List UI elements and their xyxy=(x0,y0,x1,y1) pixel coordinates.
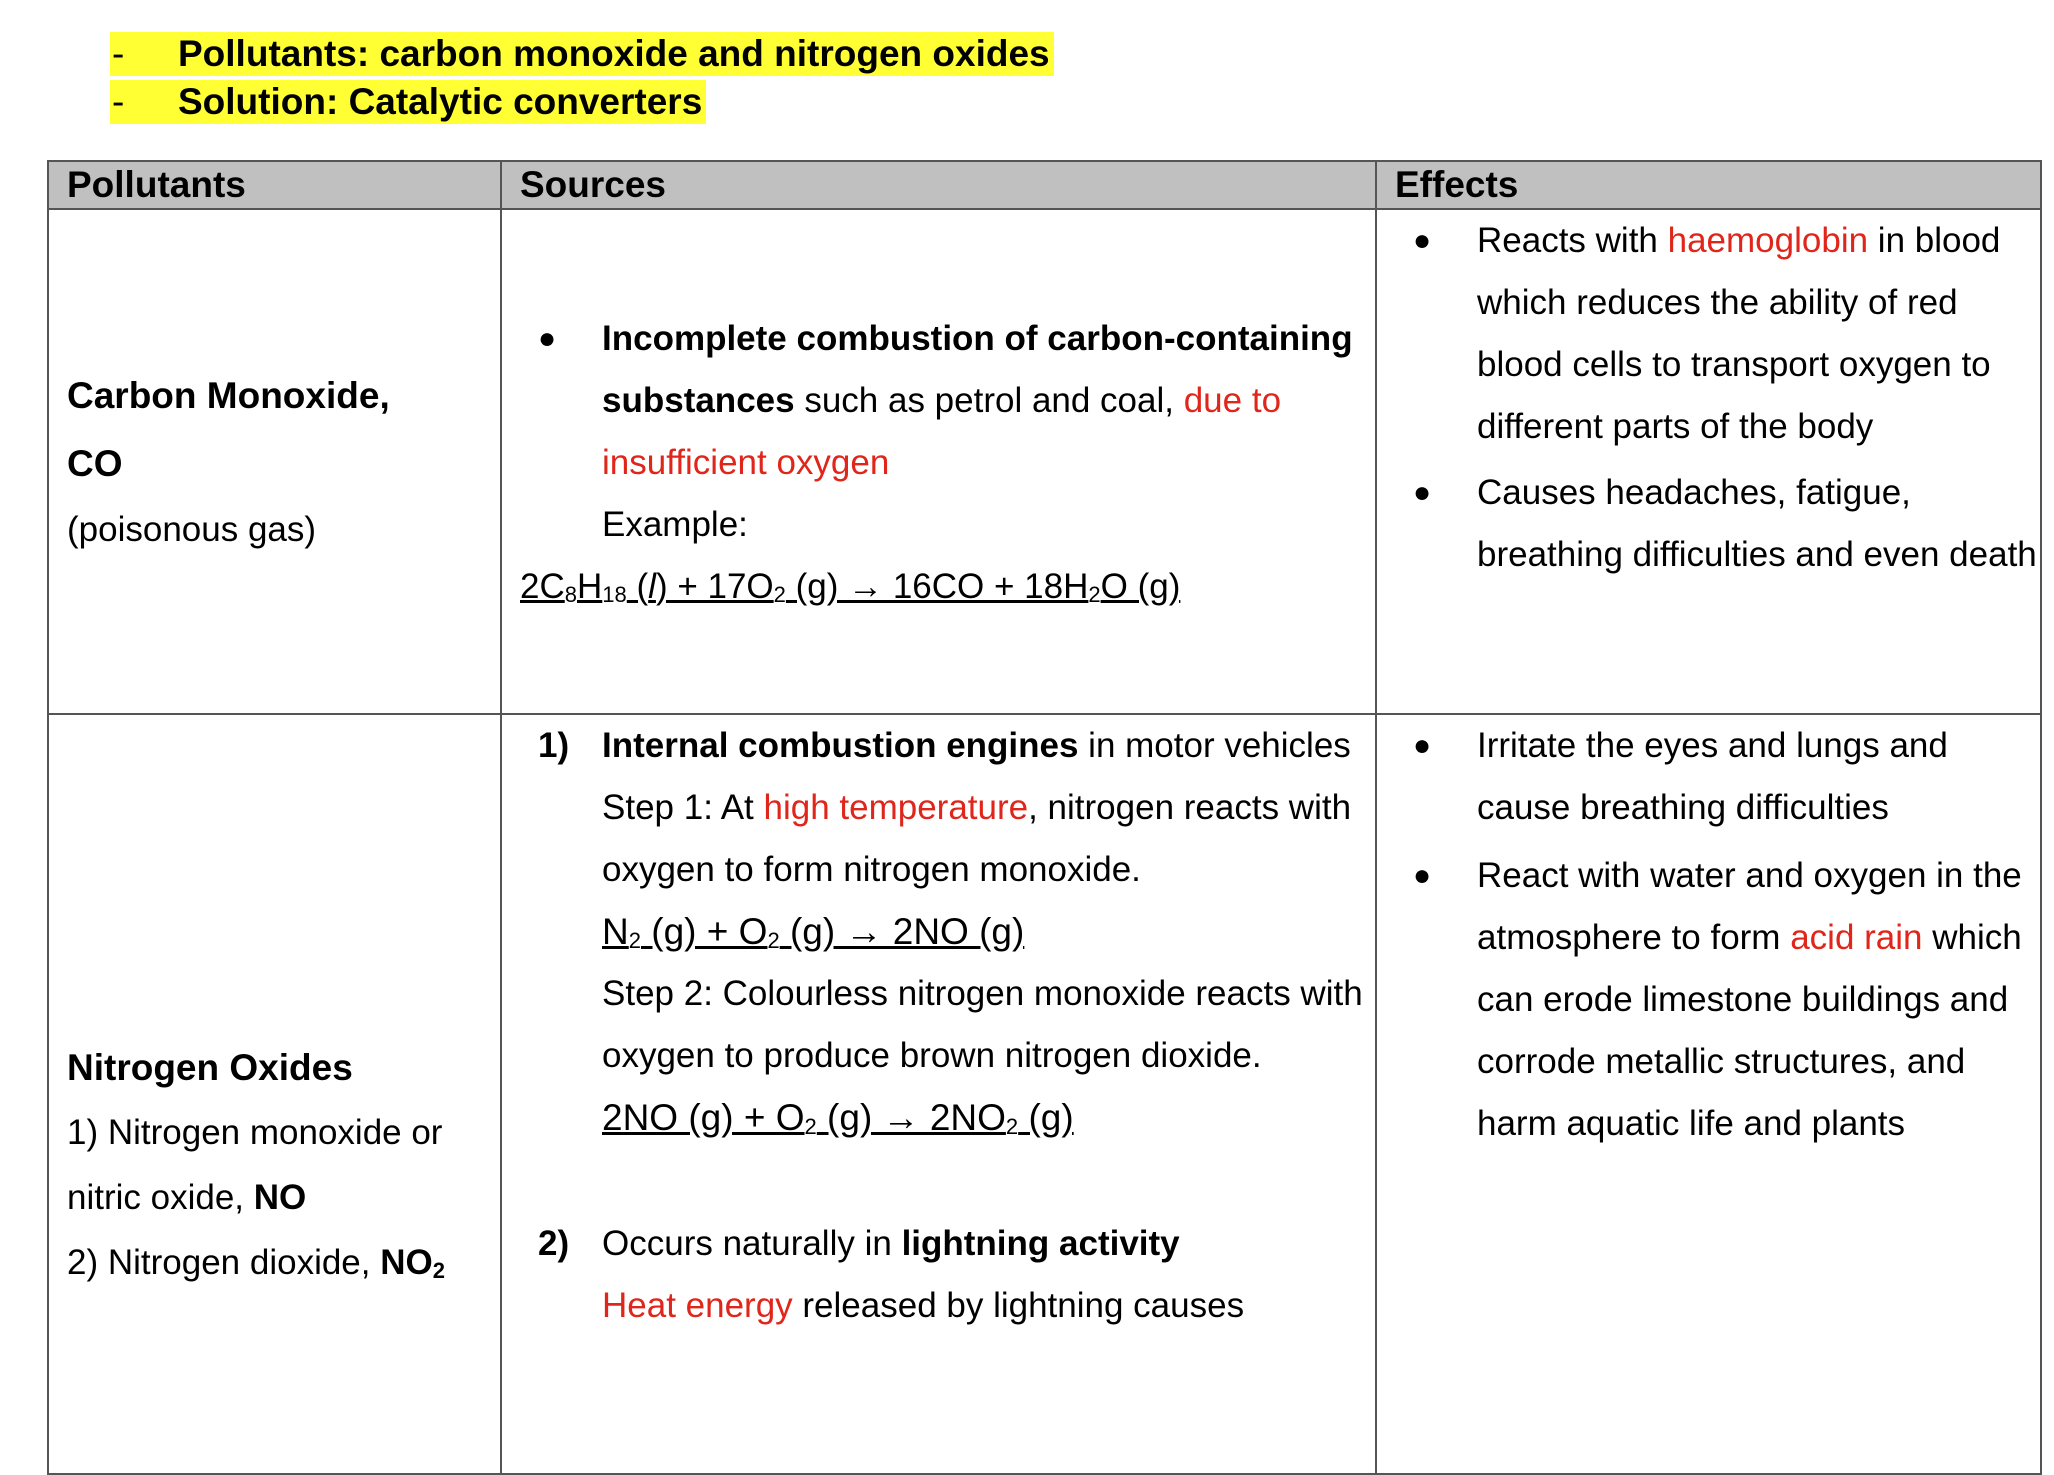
source-bold-text: Incomplete combustion of carbon-containing substances xyxy=(602,319,1353,420)
summary-text-solution: Solution: Catalytic converters xyxy=(178,80,706,124)
effect-bullet: ● React with water and oxygen in the atmosphere to form acid rain which can erode limestone buildings and corrode metallic structures, and harm aquatic life and plants xyxy=(1377,845,2040,1155)
effects-cell-nox xyxy=(1376,714,2041,1474)
effect-bullet: ● Reacts with haemoglobin in blood which reduces the ability of red blood cells to transport oxygen to different parts of the body xyxy=(1377,210,2040,458)
source-item-1: 1) Internal combustion engines in motor vehicles Step 1: At high temperature, nitrogen reacts with oxygen to form nitrogen monoxide. $N_2$ $(g) + O_2$ (g) → 2NO (g) Step 2: Colourless nitrogen monoxide reacts with oxygen to produce brown nitrogen dioxide. 2NO $(g) + O_2$ $(g) \to 2NO_2$ (g) xyxy=(502,715,1375,1149)
highlighted-summary xyxy=(110,30,1054,126)
dash-marker: - xyxy=(110,32,178,76)
table-row xyxy=(48,714,2041,1474)
pollutants-table xyxy=(47,160,2042,1475)
equation-2: 2NO $(g) + O_2$ $(g) \to 2NO_2$ (g) xyxy=(602,1097,1074,1139)
pollutant-item-2: 2) Nitrogen dioxide, $NO_2$ xyxy=(67,1243,445,1283)
sources-cell-nox xyxy=(501,714,1376,1474)
source-item-2: 2) Occurs naturally in lightning activity Heat energy released by lightning causes xyxy=(538,1224,1245,1325)
example-label: Example: xyxy=(602,505,748,544)
summary-line-solution xyxy=(110,78,1054,126)
table-row xyxy=(48,209,2041,714)
pollutant-formula: CO xyxy=(67,443,123,484)
step-1: Step 1: At high temperature, nitrogen reacts with oxygen to form nitrogen monoxide. xyxy=(602,788,1352,889)
bullet-icon: ● xyxy=(538,322,557,355)
equation-1: $N_2$ $(g) + O_2$ (g) → 2NO (g) xyxy=(602,911,1025,953)
effects-cell-co xyxy=(1376,209,2041,714)
effect-bullet: ● Causes headaches, fatigue, breathing difficulties and even death xyxy=(1377,462,2040,586)
pollutant-name: Carbon Monoxide, xyxy=(67,375,390,416)
bullet-icon: ● xyxy=(1413,476,1432,509)
combustion-equation: $2C_8H_{18}$ $(l) + 17O_2$ $(g) \to 16CO + 18H_2O$ (g) xyxy=(520,567,1181,607)
pollutant-name: Nitrogen Oxides xyxy=(67,1047,353,1088)
sources-cell-co xyxy=(501,209,1376,714)
pollutant-cell-nox xyxy=(48,714,501,1474)
source-red-text: due to insufficient oxygen xyxy=(602,381,1282,482)
pollutant-note: (poisonous gas) xyxy=(67,510,317,549)
effect-bullet: ● Irritate the eyes and lungs and cause breathing difficulties xyxy=(1377,715,2040,839)
pollutant-item-1: 1) Nitrogen monoxide or nitric oxide, NO xyxy=(67,1113,443,1217)
bullet-icon: ● xyxy=(1413,224,1432,257)
dash-marker: - xyxy=(110,80,178,124)
table-header-row xyxy=(48,161,2041,209)
header-effects: Effects xyxy=(1376,161,2041,209)
summary-text-pollutants: Pollutants: carbon monoxide and nitrogen oxides xyxy=(178,32,1054,76)
bullet-icon: ● xyxy=(1413,729,1432,762)
pollutant-cell-co xyxy=(48,209,501,714)
bullet-icon: ● xyxy=(1413,859,1432,892)
header-pollutants: Pollutants xyxy=(48,161,501,209)
step-2: Step 2: Colourless nitrogen monoxide reacts with oxygen to produce brown nitrogen dioxide. xyxy=(602,974,1363,1075)
header-sources: Sources xyxy=(501,161,1376,209)
source-bullet xyxy=(502,308,1375,556)
source-text: such as petrol and coal, xyxy=(794,381,1184,420)
summary-line-pollutants xyxy=(110,30,1054,78)
